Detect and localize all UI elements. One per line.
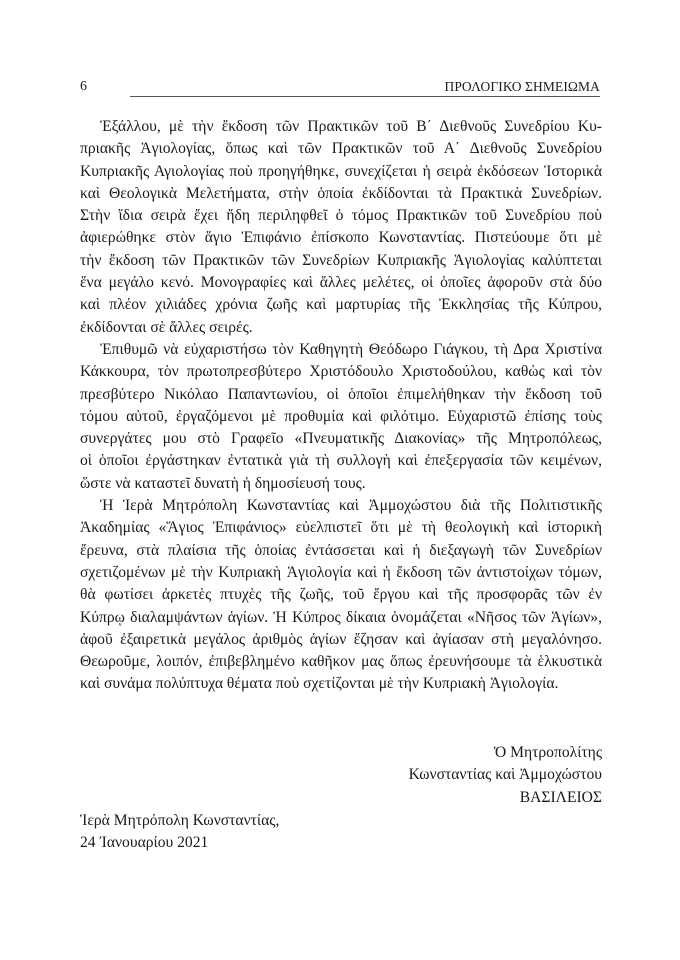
text-line: συνεργάτες μου στὸ Γραφεῖο «Πνευματικῆς Διακονίας» τῆς Μητροπόλεως, bbox=[80, 430, 602, 448]
text-line: καὶ πλέον χιλιάδες χρόνια ζωῆς καὶ μαρτυρίας τῆς Ἐκκλησίας τῆς Κύπρου, bbox=[80, 296, 602, 314]
text-line: ἐκδίδονται σὲ ἄλλες σειρές. bbox=[80, 318, 253, 336]
header-rule bbox=[130, 96, 600, 97]
text-line: ἕνα μεγάλο κενό. Μονογραφίες καὶ ἄλλες μελέτες, οἱ ὁποῖες ἀφοροῦν στὰ δύο bbox=[80, 274, 602, 292]
text-line: Θεωροῦμε, λοιπόν, ἐπιβεβλημένο καθῆκον μας ὅπως ἐρευνήσουμε τὰ ἑλκυστικὰ bbox=[80, 653, 602, 671]
signature-block bbox=[409, 742, 602, 809]
text-line: θὰ φωτίσει ἀρκετὲς πτυχὲς τῆς ζωῆς, τοῦ ἔργου καὶ τῆς προσφορᾶς τῶν ἐν bbox=[80, 586, 602, 604]
signature-see: Κωνσταντίας καὶ Ἀμμοχώστου bbox=[408, 766, 602, 784]
text-line: σχετιζομένων μὲ τὴν Κυπριακὴ Ἁγιολογία καὶ ἡ ἔκδοση τῶν ἀντιστοίχων τόμων, bbox=[80, 563, 602, 581]
page-number: 6 bbox=[80, 79, 87, 94]
paragraph-2 bbox=[80, 339, 602, 495]
text-line: Κύπρῳ διαλαμψάντων ἁγίων. Ἡ Κύπρος δίκαια ὀνομάζεται «Νῆσος τῶν Ἁγίων», bbox=[80, 608, 602, 626]
text-line: ἔρευνα, στὰ πλαίσια τῆς ὁποίας ἐντάσσεται καὶ ἡ διεξαγωγὴ τῶν Συνεδρίων bbox=[80, 541, 602, 559]
text-line: Κάκκουρα, τὸν πρωτοπρεσβύτερο Χριστόδουλο Χριστοδούλου, καθὼς καὶ τὸν bbox=[80, 363, 602, 381]
running-title: ΠΡΟΛΟΓΙΚΟ ΣΗΜΕΙΩΜΑ bbox=[444, 79, 600, 94]
date-line: 24 Ἰανουαρίου 2021 bbox=[80, 834, 209, 852]
paragraph-1 bbox=[80, 116, 602, 339]
signature-name: ΒΑΣΙΛΕΙΟΣ bbox=[519, 788, 602, 806]
text-line: Ἀκαδημίας «Ἅγιος Ἐπιφάνιος» εὐελπιστεῖ ὅτι μὲ τὴ θεολογικὴ καὶ ἱστορικὴ bbox=[80, 519, 602, 537]
text-line: Ἐπιθυμῶ νὰ εὐχαριστήσω τὸν Καθηγητὴ Θεόδωρο Γιάγκου, τὴ Δρα Χριστίνα bbox=[100, 340, 602, 358]
text-line: τὴν ἔκδοση τῶν Πρακτικῶν τῶν Συνεδρίων Κυπριακῆς Ἁγιολογίας καλύπτεται bbox=[80, 251, 602, 269]
text-line: Κυπριακῆς Αγιολογίας ποὺ προηγήθηκε, συνεχίζεται ἡ σειρὰ ἐκδόσεων Ἱστορικὰ bbox=[80, 162, 602, 180]
text-line: καὶ συνάμα πολύπτυχα θέματα ποὺ σχετίζονται μὲ τὴν Κυπριακὴ Ἁγιολογία. bbox=[80, 675, 559, 693]
text-line: ἀφιερώθηκε στὸν ἅγιο Ἐπιφάνιο ἐπίσκοπο Κωνσταντίας. Πιστεύουμε ὅτι μὲ bbox=[80, 229, 602, 247]
text-line: ὥστε νὰ καταστεῖ δυνατὴ ἡ δημοσίευσή τους. bbox=[80, 474, 366, 492]
text-line: Στὴν ἴδια σειρὰ ἔχει ἤδη περιληφθεῖ ὁ τόμος Πρακτικῶν τοῦ Συνεδρίου ποὺ bbox=[80, 207, 602, 225]
text-line: οἱ ὁποῖοι ἐργάστηκαν ἐντατικὰ γιὰ τὴ συλλογὴ καὶ ἐπεξεργασία τῶν κειμένων, bbox=[80, 452, 602, 470]
text-line: πριακῆς Ἁγιολογίας, ὅπως καὶ τῶν Πρακτικῶν τοῦ Α΄ Διεθνοῦς Συνεδρίου bbox=[80, 140, 602, 158]
text-line: πρεσβύτερο Νικόλαο Παπαντωνίου, οἱ ὁποῖοι ἐπιμελήθηκαν τὴν ἔκδοση τοῦ bbox=[80, 385, 602, 403]
text-line: καὶ Θεολογικὰ Μελετήματα, στὴν ὁποία ἐκδίδονται τὰ Πρακτικὰ Συνεδρίων. bbox=[80, 184, 602, 202]
text-line: Ἐξάλλου, μὲ τὴν ἔκδοση τῶν Πρακτικῶν τοῦ Β΄ Διεθνοῦς Συνεδρίου Κυ- bbox=[100, 118, 602, 135]
signature-title: Ὁ Μητροπολίτης bbox=[493, 744, 602, 761]
paragraph-3 bbox=[80, 495, 602, 696]
place-date-block bbox=[80, 810, 279, 855]
text-line: ἀφοῦ ἐξαιρετικὰ μεγάλος ἀριθμὸς ἁγίων ἔζησαν καὶ ἁγίασαν στὴ μεγαλόνησο. bbox=[80, 630, 602, 648]
text-line: τόμου αὐτοῦ, ἐργαζόμενοι μὲ προθυμία καὶ φιλότιμο. Εὐχαριστῶ ἐπίσης τοὺς bbox=[80, 407, 602, 425]
running-head bbox=[80, 78, 600, 98]
text-line: Ἡ Ἱερὰ Μητρόπολη Κωνσταντίας καὶ Ἀμμοχώστου διὰ τῆς Πολιτιστικῆς bbox=[100, 497, 602, 515]
body-text bbox=[80, 116, 602, 696]
place-line: Ἱερὰ Μητρόπολη Κωνσταντίας, bbox=[80, 812, 280, 829]
